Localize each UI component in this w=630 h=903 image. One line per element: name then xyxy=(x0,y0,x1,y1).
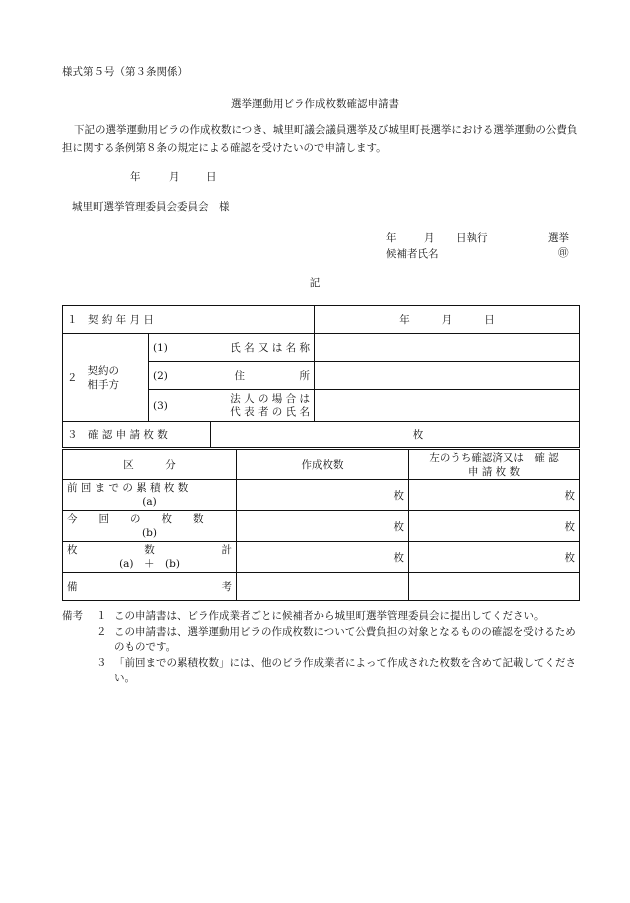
address-label: 住 所 xyxy=(211,362,315,390)
made-cell: 枚 xyxy=(237,542,409,573)
counterparty-label: ２ 契約の 相手方 xyxy=(63,334,149,422)
addressee: 城里町選挙管理委員会委員会 様 xyxy=(72,201,230,213)
address-value xyxy=(315,362,580,390)
contract-date-label: １ 契 約 年 月 日 xyxy=(63,306,315,334)
intro-paragraph: 下記の選挙運動用ビラの作成枚数につき、城里町議会議員選挙及び城里町長選挙における選挙運動の公費負担に関する条例第８条の規定による確認を受けたいので申請します。 xyxy=(62,124,578,154)
form-number: 様式第５号（第３条関係） xyxy=(62,66,188,78)
contract-date-value: 年 月 日 xyxy=(315,306,580,334)
request-count-label: ３ 確 認 申 請 枚 数 xyxy=(63,422,211,448)
confirmed-cell: 枚 xyxy=(409,480,580,511)
representative-label: 法 人 の 場 合 は 代 表 者 の 氏 名 xyxy=(211,390,315,422)
table-row xyxy=(63,542,580,573)
name-label: 氏 名 又 は 名 称 xyxy=(211,334,315,362)
remarks-cell xyxy=(409,573,580,601)
made-cell: 枚 xyxy=(237,480,409,511)
table-row xyxy=(63,573,580,601)
sub-no-2: (2) xyxy=(149,362,211,390)
kubun-header: 区 分 xyxy=(63,450,237,480)
sub-no-1: (1) xyxy=(149,334,211,362)
seal-mark: ㊞ xyxy=(558,247,569,259)
page-title: 選挙運動用ビラ作成枚数確認申請書 xyxy=(231,98,399,110)
request-count-value: 枚 xyxy=(211,422,580,448)
made-header: 作成枚数 xyxy=(237,450,409,480)
representative-value xyxy=(315,390,580,422)
confirmed-header: 左のうち確認済又は 確 認 申 請 枚 数 xyxy=(409,450,580,480)
row-label: 枚 数 計 (a) ＋ (b) xyxy=(63,542,237,573)
notes: 備考 １ この申請書は、ビラ作成業者ごとに候補者から城里町選挙管理委員会に提出してください。 ２ この申請書は、選挙運動用ビラの作成枚数について公費負担の対象となるものの確認を受けるためのものです。 ３ 「前回までの累積枚数」には、他のビラ作成業者によって作成された枚数を含めて記載してください。 xyxy=(62,610,576,684)
remarks-label: 備 考 xyxy=(63,573,237,601)
ki-mark: 記 xyxy=(309,277,321,289)
sub-no-3: (3) xyxy=(149,390,211,422)
row-label: 前 回 ま で の 累 積 枚 数 (a) xyxy=(63,480,237,511)
table-row xyxy=(63,511,580,542)
made-cell: 枚 xyxy=(237,511,409,542)
remarks-cell xyxy=(237,573,409,601)
count-table xyxy=(62,449,580,601)
table-row xyxy=(63,480,580,511)
row-label: 今 回 の 枚 数 (b) xyxy=(63,511,237,542)
name-value xyxy=(315,334,580,362)
confirmed-cell: 枚 xyxy=(409,511,580,542)
contract-table xyxy=(62,305,580,448)
confirmed-cell: 枚 xyxy=(409,542,580,573)
